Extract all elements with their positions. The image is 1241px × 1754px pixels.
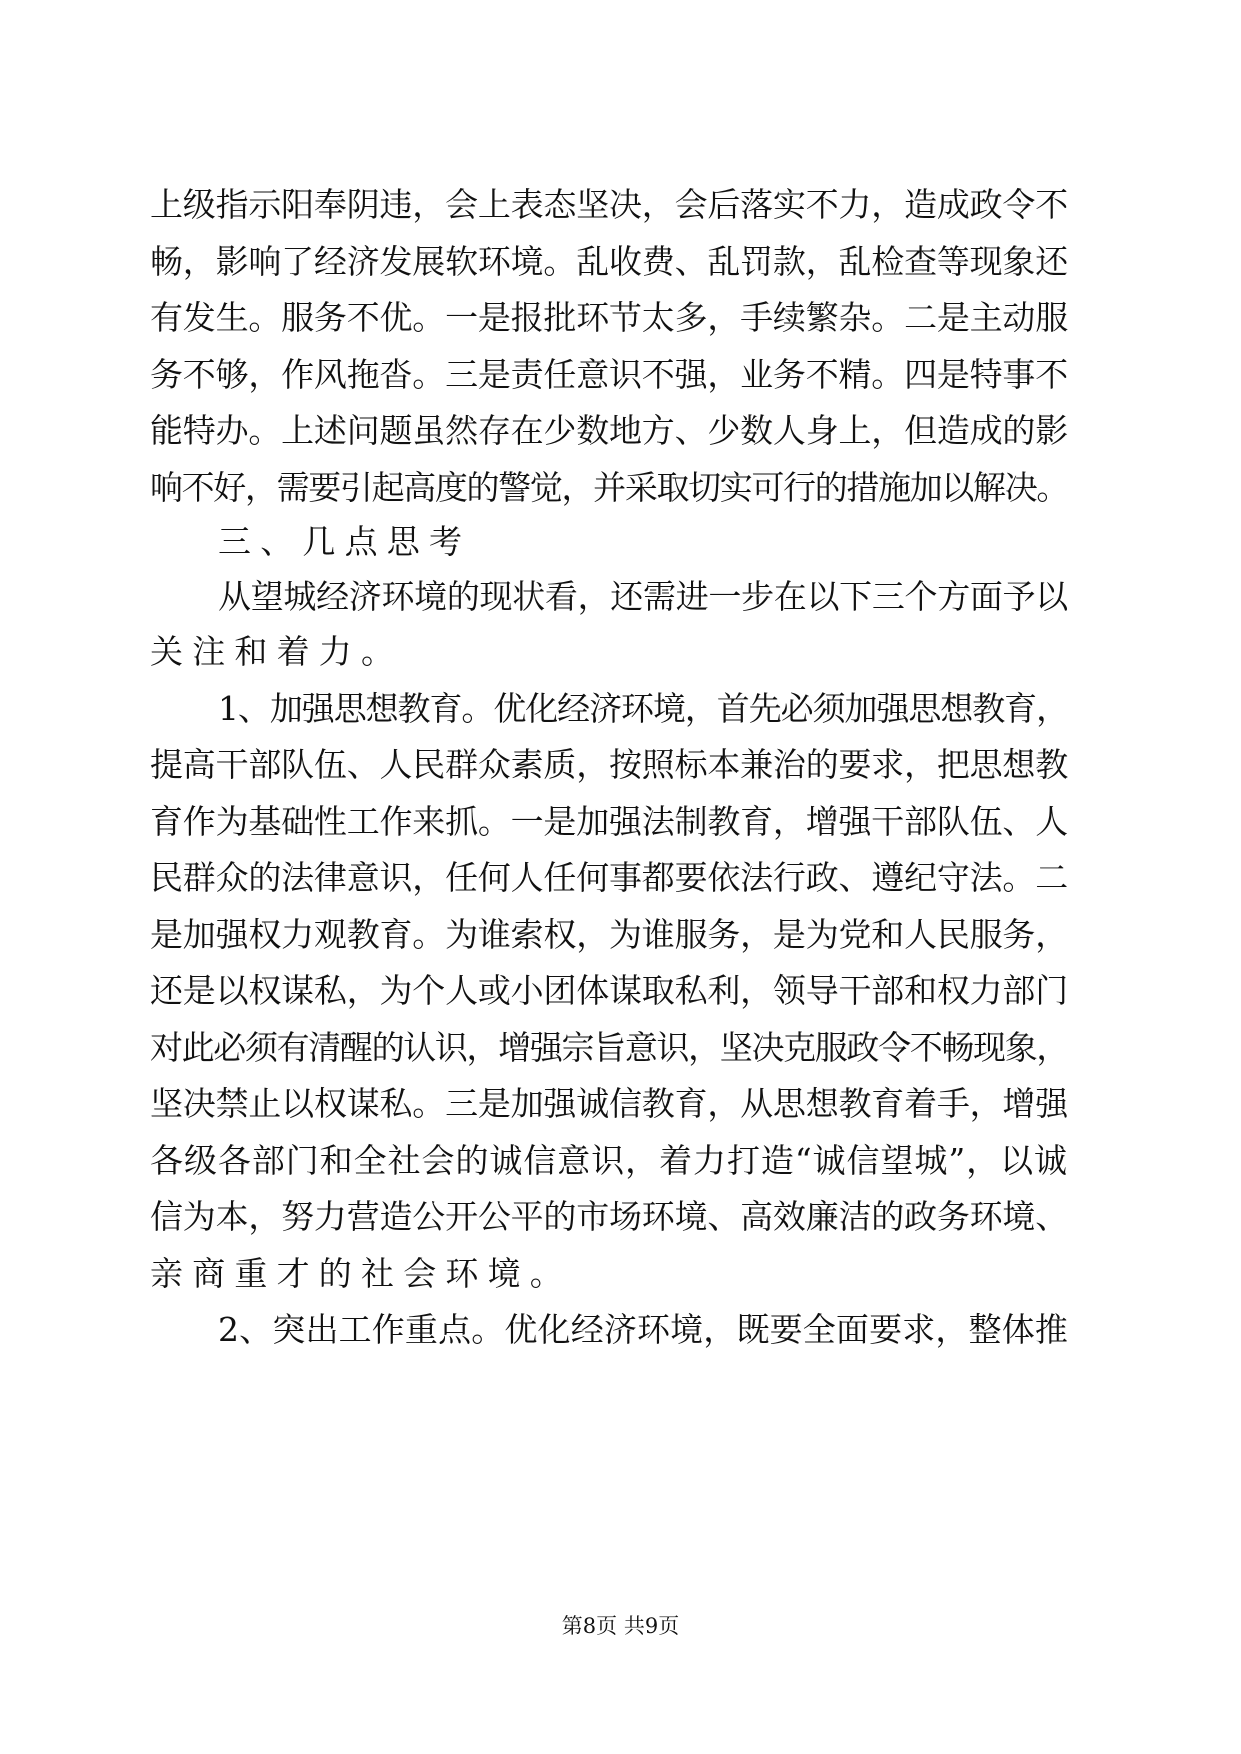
text-line-content: 是加强权力观教育。为谁索权，为谁服务，是为党和人民服务， [150,915,1069,954]
text-line-content: 从望城经济环境的现状看，还需进一步在以下三个方面予以 [218,577,1069,616]
text-line [0,1023,1241,1073]
text-line-content: 信为本，努力营造公开公平的市场环境、高效廉洁的政务环境、 [150,1197,1069,1236]
text-line-content: 1、加强思想教育。优化经济环境，首先必须加强思想教育， [218,689,1068,728]
text-line [0,966,1241,1016]
text-line [0,740,1241,790]
text-line [0,684,1241,734]
text-line [0,1305,1241,1355]
text-line-content: 亲商重才的社会环境。 [150,1254,572,1293]
text-line [0,1249,1241,1299]
text-line [0,627,1241,677]
text-line [0,517,1241,567]
text-line-content: 提高干部队伍、人民群众素质，按照标本兼治的要求，把思想教 [150,745,1069,784]
text-line [0,1079,1241,1129]
text-line [0,853,1241,903]
text-line [0,797,1241,847]
text-line [0,406,1241,456]
text-line-content: 三、几点思考 [218,522,472,561]
text-line-content: 民群众的法律意识，任何人任何事都要依法行政、遵纪守法。二 [150,858,1069,897]
text-line-content: 育作为基础性工作来抓。一是加强法制教育，增强干部队伍、人 [150,802,1069,841]
text-line-content: 上级指示阳奉阴违，会上表态坚决，会后落实不力，造成政令不 [150,185,1069,224]
text-line-content: 还是以权谋私，为个人或小团体谋取私利，领导干部和权力部门 [150,971,1069,1010]
text-line [0,910,1241,960]
text-line [0,350,1241,400]
text-line [0,572,1241,622]
text-line-content: 对此必须有清醒的认识，增强宗旨意识，坚决克服政令不畅现象， [150,1028,1069,1067]
text-line-content: 坚决禁止以权谋私。三是加强诚信教育，从思想教育着手，增强 [150,1084,1069,1123]
text-line-content: 能特办。上述问题虽然存在少数地方、少数人身上，但造成的影 [150,411,1069,450]
text-line [0,1136,1241,1186]
text-line-content: 各级各部门和全社会的诚信意识，着力打造“诚信望城”，以诚 [150,1141,1068,1180]
text-line [0,1192,1241,1242]
text-line [0,293,1241,343]
text-line-content: 务不够，作风拖沓。三是责任意识不强，业务不精。四是特事不 [150,355,1069,394]
text-line-content: 关注和着力。 [150,632,404,671]
text-line-content: 畅，影响了经济发展软环境。乱收费、乱罚款，乱检查等现象还 [150,242,1069,281]
text-line-content: 2、突出工作重点。优化经济环境，既要全面要求，整体推 [218,1310,1068,1349]
text-line [0,463,1241,513]
page-footer: 第8页 共9页 [561,1614,680,1638]
text-line-content: 响不好，需要引起高度的警觉，并采取切实可行的措施加以解决。 [150,468,1069,507]
text-line [0,237,1241,287]
text-line-content: 有发生。服务不优。一是报批环节太多，手续繁杂。二是主动服 [150,298,1069,337]
text-line [0,180,1241,230]
